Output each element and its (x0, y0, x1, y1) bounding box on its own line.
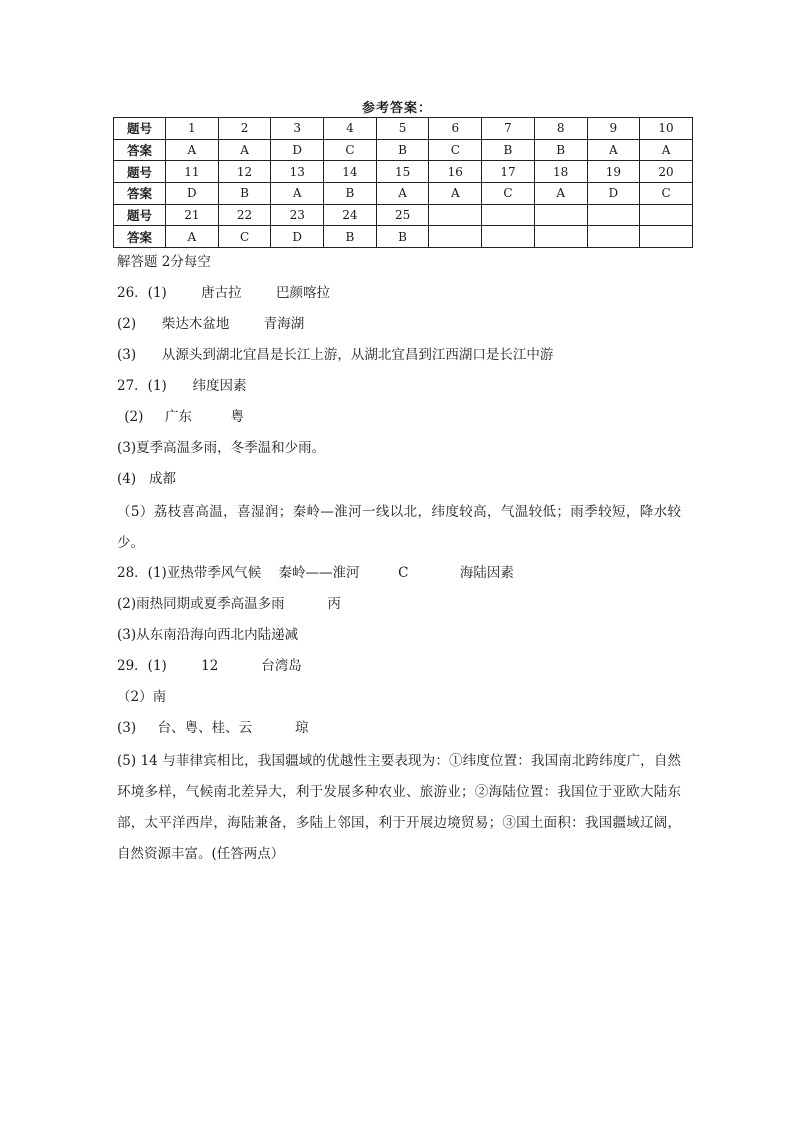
table-cell: 22 (218, 204, 271, 226)
answer-line-27-5: （5）荔枝喜高温，喜湿润；秦岭—淮河一线以北，纬度较高，气温较低；雨季较短，降水较少。 (117, 504, 681, 551)
table-cell: C (218, 226, 271, 248)
table-cell: 21 (166, 204, 219, 226)
table-cell: B (376, 226, 429, 248)
table-row (114, 161, 693, 183)
table-cell (534, 226, 587, 248)
answer-line-26-3: (3) 从源头到湖北宜昌是长江上游，从湖北宜昌到江西湖口是长江中游 (117, 347, 554, 363)
table-cell: A (166, 226, 219, 248)
table-cell: C (429, 139, 482, 161)
table-cell: 2 (218, 118, 271, 140)
table-cell: 6 (429, 118, 482, 140)
table-cell (429, 226, 482, 248)
table-cell (587, 204, 640, 226)
table-cell: C (324, 139, 377, 161)
answer-line-28-3: (3)从东南沿海向西北内陆递减 (117, 627, 299, 643)
table-cell: D (166, 183, 219, 205)
section-note: 解答题 2分每空 (117, 254, 211, 270)
table-cell: B (324, 183, 377, 205)
table-cell (482, 226, 535, 248)
table-cell (640, 204, 693, 226)
answer-line-27-3: (3)夏季高温多雨，冬季温和少雨。 (117, 440, 326, 456)
answer-line-29-1: 29．(1) 12 台湾岛 (117, 658, 302, 674)
answer-line-28-1: 28．(1)亚热带季风气候 秦岭——淮河 C 海陆因素 (117, 565, 514, 581)
table-cell: 25 (376, 204, 429, 226)
table-row (114, 204, 693, 226)
table-row (114, 183, 693, 205)
answer-line-29-2: （2）南 (117, 689, 167, 705)
table-cell: C (482, 183, 535, 205)
row-label: 答案 (114, 226, 166, 248)
table-cell: D (587, 183, 640, 205)
table-cell: B (218, 183, 271, 205)
table-cell: 7 (482, 118, 535, 140)
table-cell: 1 (166, 118, 219, 140)
table-cell: A (271, 183, 324, 205)
table-cell: B (482, 139, 535, 161)
answer-table (113, 117, 693, 248)
table-cell: A (587, 139, 640, 161)
table-cell: 9 (587, 118, 640, 140)
table-cell (587, 226, 640, 248)
table-cell: 12 (218, 161, 271, 183)
table-cell (429, 204, 482, 226)
row-label: 题号 (114, 161, 166, 183)
table-row (114, 139, 693, 161)
answer-line-27-2: (2) 广东 粤 (120, 409, 244, 425)
answer-line-27-4: (4) 成都 (117, 471, 176, 487)
table-cell: 10 (640, 118, 693, 140)
answer-line-27-1: 27．(1) 纬度因素 (117, 378, 247, 394)
table-cell: 14 (324, 161, 377, 183)
table-row (114, 226, 693, 248)
table-cell (482, 204, 535, 226)
table-cell: 18 (534, 161, 587, 183)
table-cell: 20 (640, 161, 693, 183)
table-cell: B (376, 139, 429, 161)
table-cell: D (271, 139, 324, 161)
table-cell: 16 (429, 161, 482, 183)
table-cell: C (640, 183, 693, 205)
table-cell: 4 (324, 118, 377, 140)
table-cell: A (640, 139, 693, 161)
answer-key-title: 参考答案： (361, 101, 432, 116)
table-cell: A (376, 183, 429, 205)
table-cell: 11 (166, 161, 219, 183)
answer-line-28-2: (2)雨热同期或夏季高温多雨 丙 (117, 596, 342, 612)
table-row (114, 118, 693, 140)
table-cell (534, 204, 587, 226)
table-cell: 8 (534, 118, 587, 140)
row-label: 答案 (114, 139, 166, 161)
table-cell: 19 (587, 161, 640, 183)
table-cell: 17 (482, 161, 535, 183)
table-cell: A (218, 139, 271, 161)
table-cell: B (534, 139, 587, 161)
row-label: 题号 (114, 118, 166, 140)
table-cell: A (166, 139, 219, 161)
table-cell (640, 226, 693, 248)
table-cell: 13 (271, 161, 324, 183)
table-cell: 23 (271, 204, 324, 226)
answer-line-26-1: 26．(1) 唐古拉 巴颜喀拉 (117, 285, 330, 301)
answer-line-29-3: (3) 台、粤、桂、云 琼 (117, 720, 309, 736)
row-label: 题号 (114, 204, 166, 226)
table-cell: 15 (376, 161, 429, 183)
table-cell: B (324, 226, 377, 248)
answer-line-29-5: (5) 14 与菲律宾相比，我国疆域的优越性主要表现为：①纬度位置：我国南北跨纬度广，自然环境多样，气候南北差异大，利于发展多种农业、旅游业；②海陆位置：我国位于亚欧大陆东部，太平洋西岸，海陆兼备，多陆上邻国，利于开展边境贸易；③国土面积：我国疆域辽阔，自然资源丰富。(任答两点） (117, 753, 681, 862)
table-cell: 3 (271, 118, 324, 140)
row-label: 答案 (114, 183, 166, 205)
table-cell: 5 (376, 118, 429, 140)
table-cell: D (271, 226, 324, 248)
table-cell: A (534, 183, 587, 205)
table-cell: 24 (324, 204, 377, 226)
answer-line-26-2: (2) 柴达木盆地 青海湖 (117, 316, 305, 332)
table-cell: A (429, 183, 482, 205)
